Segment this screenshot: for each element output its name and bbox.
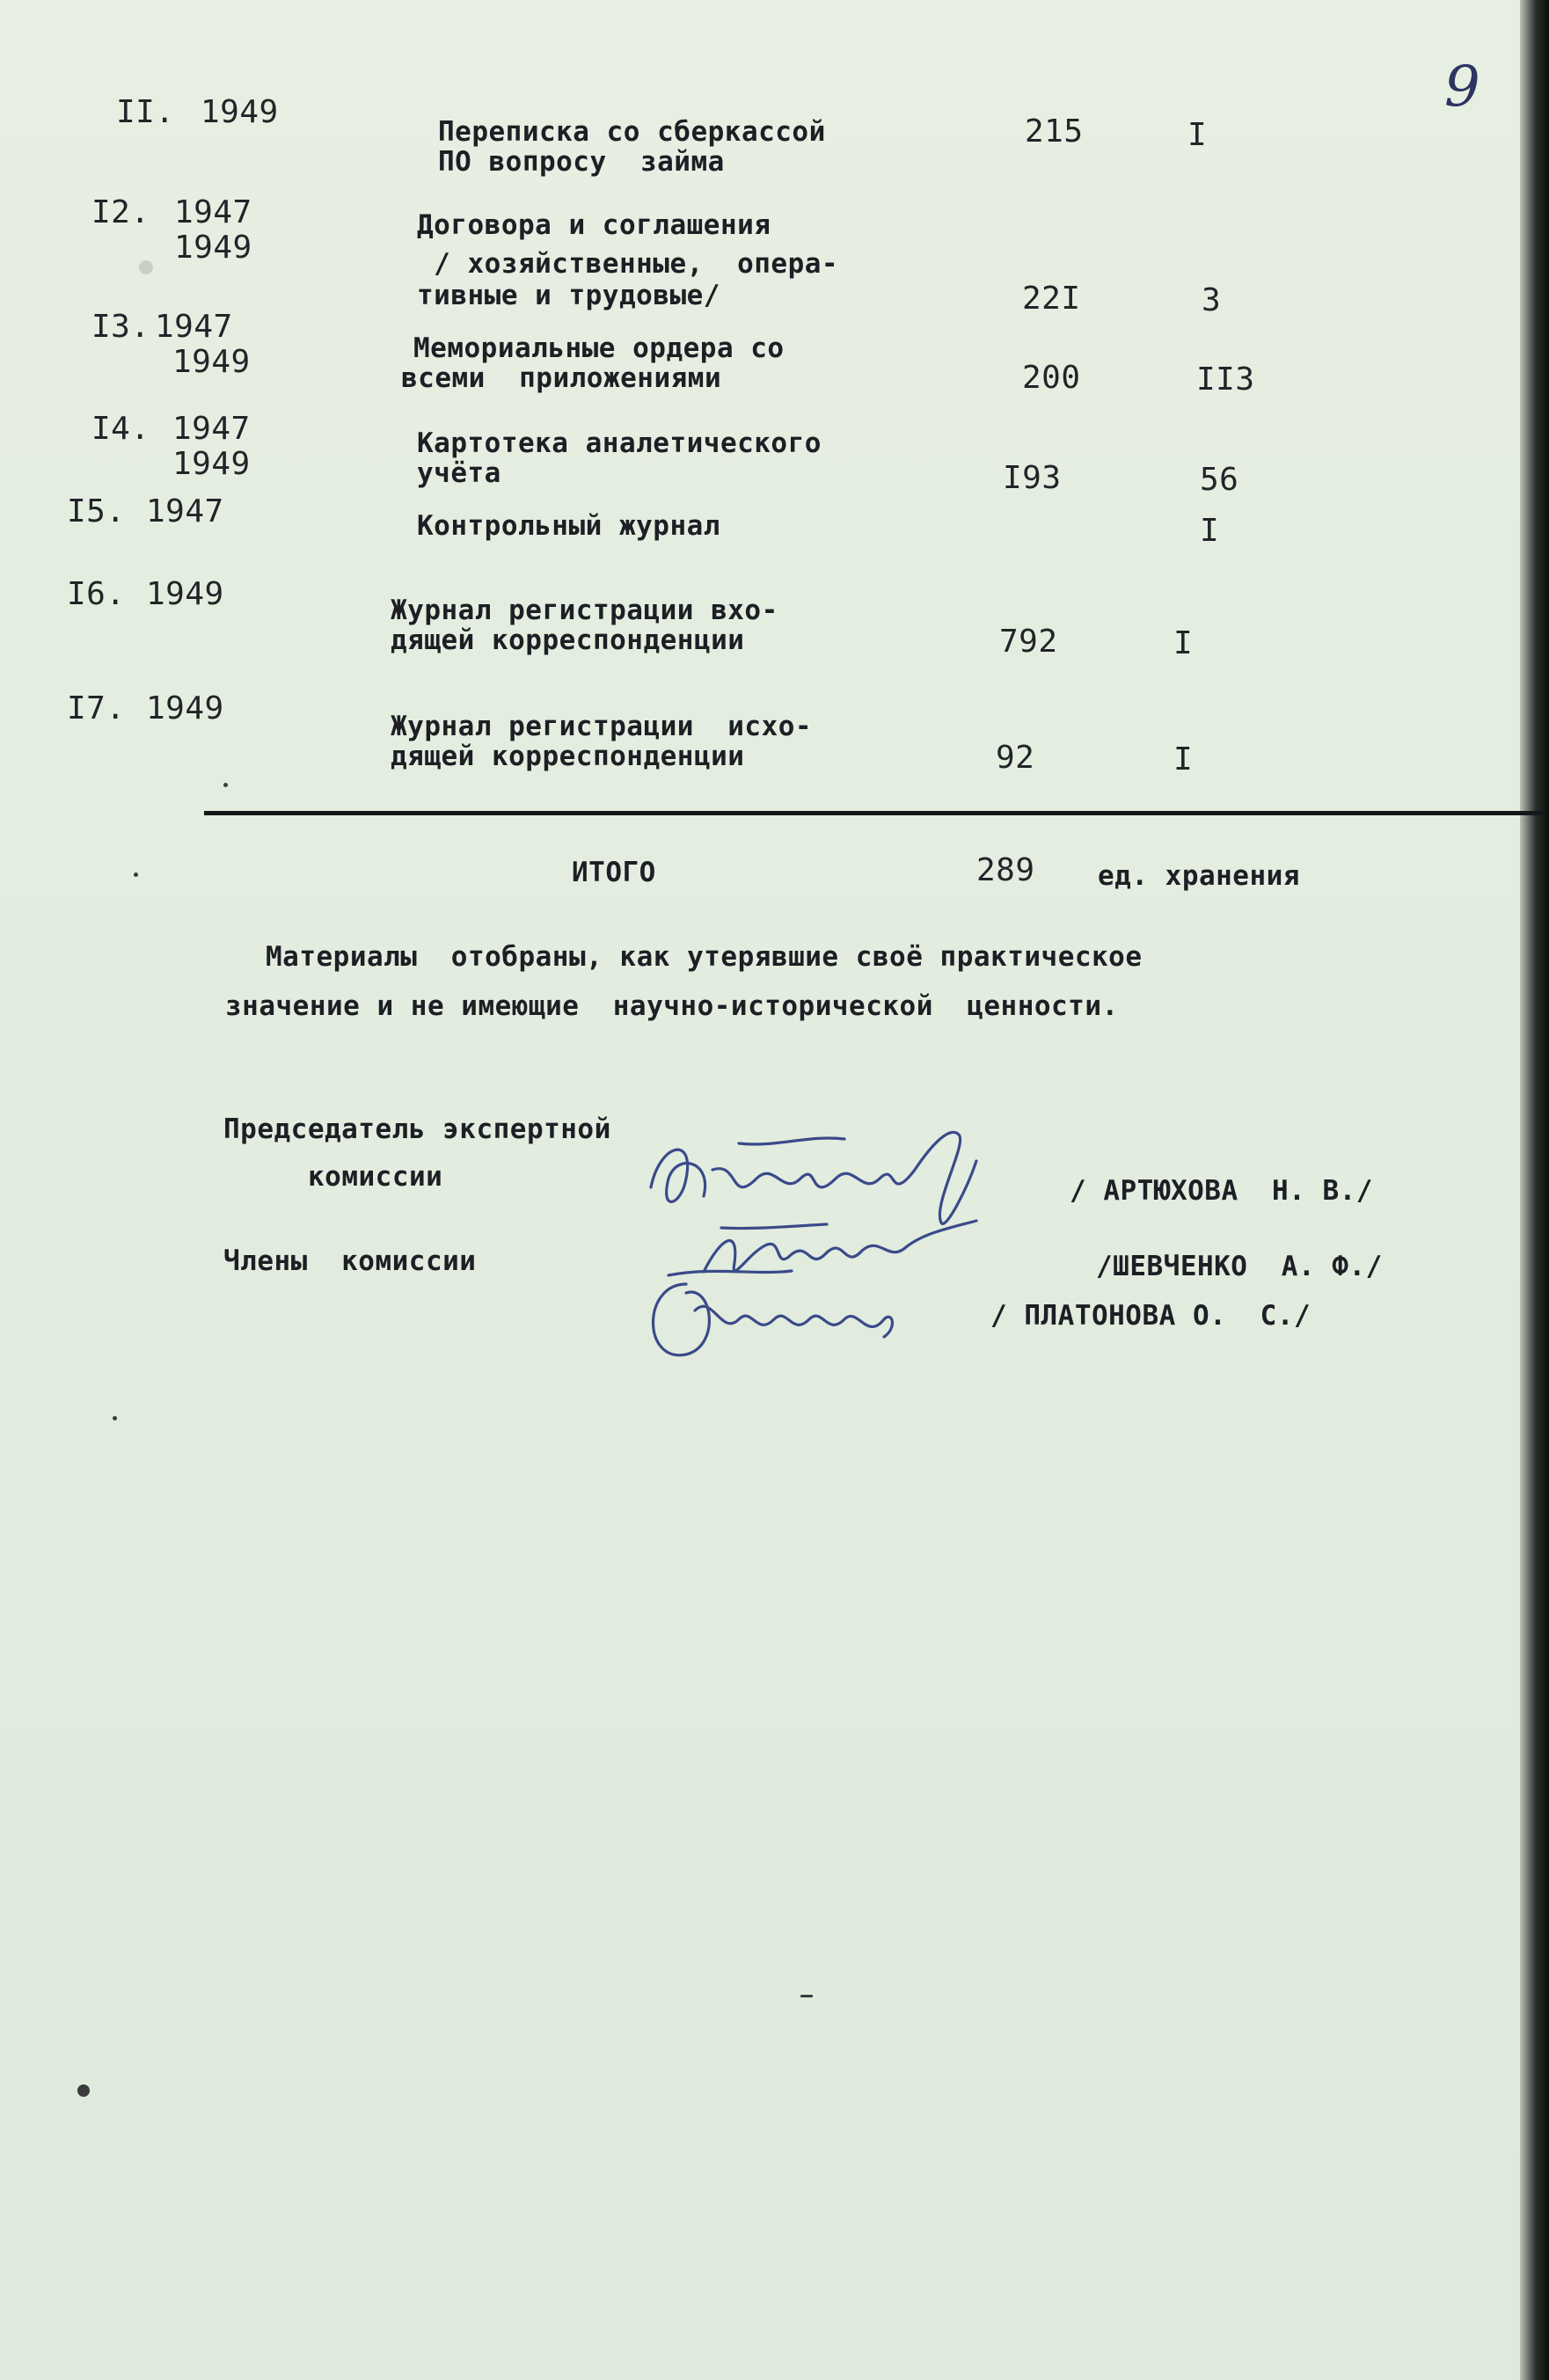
row-number: I5. bbox=[67, 493, 126, 529]
chair-name: / АРТЮХОВА Н. В./ bbox=[1070, 1175, 1373, 1207]
page-edge-shadow bbox=[1520, 0, 1549, 2380]
paper-speck bbox=[800, 1995, 813, 1997]
row-units: I bbox=[1173, 625, 1194, 661]
row-year: 1949 bbox=[172, 446, 251, 482]
total-unit: ед. хранения bbox=[1098, 860, 1300, 892]
chair-label: Председатель экспертной bbox=[223, 1113, 611, 1145]
row-year: 1949 bbox=[172, 344, 251, 380]
row-count: I93 bbox=[1003, 460, 1062, 496]
total-label: ИТОГО bbox=[572, 857, 656, 888]
row-title-line: ПО вопросу займа bbox=[438, 146, 725, 178]
note-line: Материалы отобраны, как утерявшие своё практическое bbox=[266, 941, 1143, 973]
total-value: 289 bbox=[976, 852, 1035, 888]
paper-speck bbox=[134, 872, 138, 877]
row-number: I7. bbox=[67, 690, 126, 726]
total-divider-line bbox=[204, 811, 1543, 815]
row-title-line: тивные и трудовые/ bbox=[417, 280, 720, 311]
row-title-line: всеми приложениями bbox=[401, 362, 722, 394]
row-units: I bbox=[1187, 117, 1208, 153]
punch-hole-mark bbox=[139, 260, 153, 274]
punch-hole-mark bbox=[77, 2084, 90, 2097]
row-count: 215 bbox=[1025, 113, 1084, 150]
row-number: I4. bbox=[91, 411, 150, 447]
row-title-line: Мемориальные ордера со bbox=[413, 332, 785, 364]
row-units: 56 bbox=[1200, 462, 1239, 498]
page-number: 9 bbox=[1444, 55, 1480, 120]
row-title-line: Переписка со сберкассой bbox=[438, 116, 826, 148]
row-count: 22I bbox=[1022, 281, 1081, 317]
row-title-line: дящей корреспонденции bbox=[391, 741, 745, 772]
member2-signature bbox=[633, 1258, 915, 1381]
row-count: 92 bbox=[996, 740, 1035, 776]
row-title-line: / хозяйственные, опера- bbox=[417, 248, 839, 280]
row-number: II. bbox=[116, 94, 175, 130]
row-units: II3 bbox=[1196, 361, 1255, 398]
row-count: 200 bbox=[1022, 360, 1081, 396]
row-units: 3 bbox=[1202, 282, 1222, 318]
note-line: значение и не имеющие научно-исторической ценности. bbox=[225, 990, 1119, 1022]
row-title-line: Картотека аналетического bbox=[417, 427, 822, 459]
row-year: 1947 bbox=[146, 493, 224, 529]
row-units: I bbox=[1200, 513, 1220, 549]
row-year: 1949 bbox=[174, 230, 252, 266]
member1-name: /ШЕВЧЕНКО А. Ф./ bbox=[1096, 1251, 1383, 1282]
row-title-line: Договора и соглашения bbox=[417, 209, 771, 241]
row-title-line: Контрольный журнал bbox=[417, 510, 720, 542]
chair-label: комиссии bbox=[308, 1161, 443, 1193]
row-count: 792 bbox=[999, 624, 1058, 660]
row-units: I bbox=[1173, 741, 1194, 778]
row-year: 1947 bbox=[172, 411, 251, 447]
row-year: 1947 bbox=[174, 194, 252, 230]
members-label: Члены комиссии bbox=[223, 1245, 477, 1277]
row-year: 1949 bbox=[201, 94, 279, 130]
row-number: I2. bbox=[91, 194, 150, 230]
paper-speck bbox=[223, 783, 228, 787]
row-year: 1949 bbox=[146, 690, 224, 726]
member2-name: / ПЛАТОНОВА О. С./ bbox=[990, 1300, 1312, 1332]
paper-speck bbox=[113, 1416, 117, 1420]
row-year: 1947 bbox=[155, 309, 233, 345]
row-year: 1949 bbox=[146, 576, 224, 612]
row-title-line: Журнал регистрации вхо- bbox=[391, 595, 778, 626]
row-number: I6. bbox=[67, 576, 126, 612]
row-number: I3. bbox=[91, 309, 150, 345]
row-title-line: учёта bbox=[417, 457, 501, 489]
row-title-line: Журнал регистрации исхо- bbox=[391, 711, 813, 742]
row-title-line: дящей корреспонденции bbox=[391, 624, 745, 656]
